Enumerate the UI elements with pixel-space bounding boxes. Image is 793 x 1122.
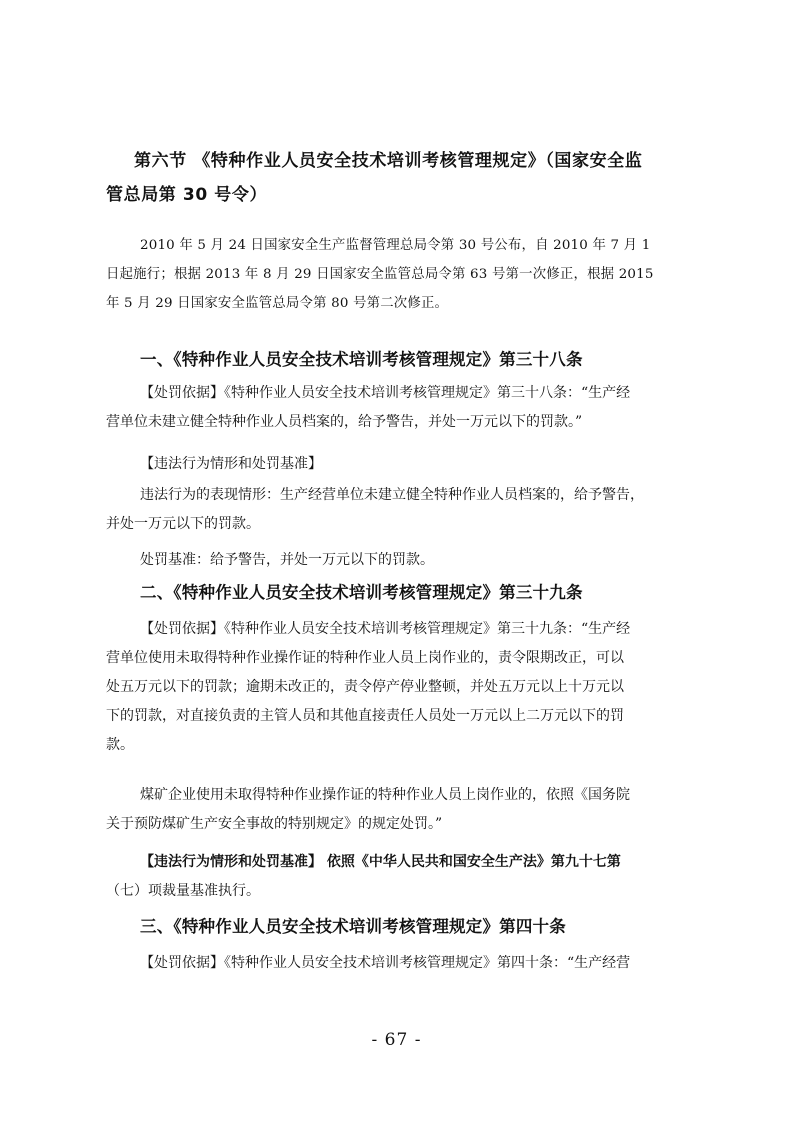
article-38-basis-line-2: 营单位未建立健全特种作业人员档案的，给予警告，并处一万元以下的罚款。”: [106, 414, 583, 430]
article-40-basis: [106, 949, 694, 978]
article-38-standard-label: [106, 450, 694, 479]
article-40-basis-line-1: 【处罚依据】《特种作业人员安全技术培训考核管理规定》第四十条：“生产经营: [140, 955, 631, 971]
article-39-standard-line-2: （七）项裁量基准执行。: [106, 883, 260, 899]
article-39-standard-text: 依照《中华人民共和国安全生产法》第九十七第: [322, 854, 621, 870]
article-39-coal-line-1: 煤矿企业使用未取得特种作业操作证的特种作业人员上岗作业的，依照《国务院: [140, 787, 630, 803]
intro-line-3: 年 5 月 29 日国家安全监管总局令第 80 号第二次修正。: [106, 296, 449, 311]
section-heading: [106, 144, 694, 212]
article-39-heading: [106, 581, 694, 605]
article-39-basis-line-5: 款。: [106, 737, 134, 753]
article-38-basis: [106, 379, 694, 437]
article-38-behavior-line-2: 并处一万元以下的罚款。: [106, 516, 260, 532]
article-39-heading-text: 二、《特种作业人员安全技术培训考核管理规定》第三十九条: [140, 583, 583, 602]
article-39-standard-label: 【违法行为情形和处罚基准】: [140, 854, 322, 870]
article-39-standard-line-1: [106, 848, 694, 877]
article-39-standard: [106, 848, 694, 906]
article-38-penalty-text: 处罚基准：给予警告，并处一万元以下的罚款。: [140, 552, 434, 568]
article-39-basis-line-1: 【处罚依据】《特种作业人员安全技术培训考核管理规定》第三十九条：“生产经: [140, 621, 631, 637]
intro-line-1: 2010 年 5 月 24 日国家安全生产监督管理总局令第 30 号公布，自 2010 年 7 月 1: [140, 238, 651, 253]
section-heading-line-1: 第六节 《特种作业人员安全技术培训考核管理规定》（国家安全监: [134, 151, 643, 171]
article-38-behavior: [106, 481, 694, 539]
article-39-coal-line-2: 关于预防煤矿生产安全事故的特别规定》的规定处罚。”: [106, 816, 443, 832]
article-40-heading-text: 三、《特种作业人员安全技术培训考核管理规定》第四十条: [140, 917, 566, 936]
article-39-coal: [106, 781, 694, 839]
article-39-basis-line-4: 下的罚款，对直接负责的主管人员和其他直接责任人员处一万元以上二万元以下的罚: [106, 708, 624, 724]
article-38-standard-label-text: 【违法行为情形和处罚基准】: [140, 456, 322, 472]
article-39-basis-line-3: 处五万元以下的罚款；逾期未改正的，责令停产停业整顿，并处五万元以上十万元以: [106, 679, 624, 695]
article-38-penalty: [106, 546, 694, 575]
article-38-heading-text: 一、《特种作业人员安全技术培训考核管理规定》第三十八条: [140, 350, 583, 369]
article-38-heading: [106, 348, 694, 372]
intro-paragraph: [106, 231, 694, 318]
article-39-basis-line-2: 营单位使用未取得特种作业操作证的特种作业人员上岗作业的，责令限期改正，可以: [106, 650, 624, 666]
intro-line-2: 日起施行；根据 2013 年 8 月 29 日国家安全监管总局令第 63 号第一次修正，根据 2015: [106, 267, 654, 282]
article-38-behavior-line-1: 违法行为的表现情形：生产经营单位未建立健全特种作业人员档案的，给予警告，: [140, 487, 644, 503]
article-38-basis-line-1: 【处罚依据】《特种作业人员安全技术培训考核管理规定》第三十八条：“生产经: [140, 385, 631, 401]
article-40-heading: [106, 915, 694, 939]
page-number: - 67 -: [371, 1030, 422, 1050]
article-39-basis: [106, 615, 694, 760]
section-heading-line-2: 管总局第 30 号令）: [106, 185, 268, 205]
